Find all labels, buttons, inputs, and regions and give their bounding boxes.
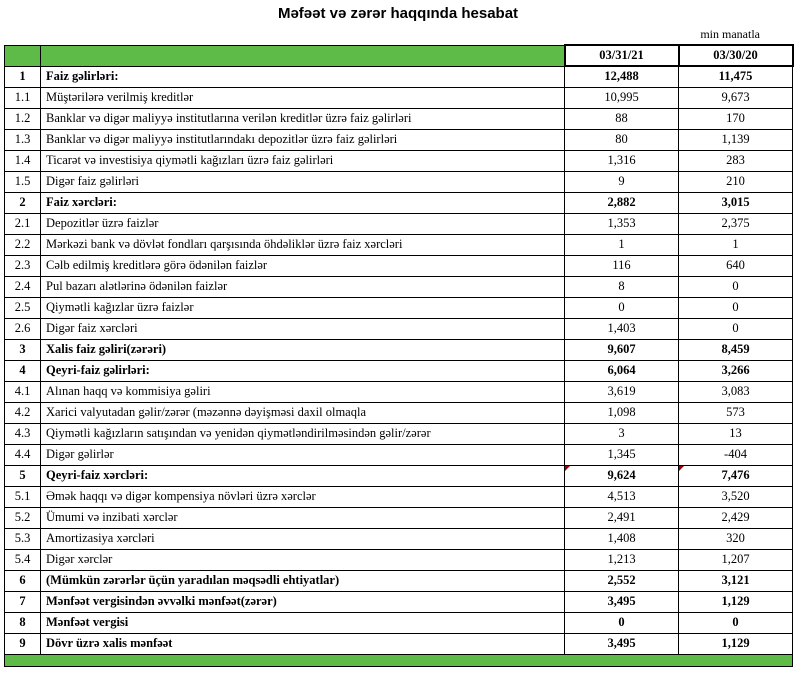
table-row [5, 612, 793, 633]
row-value-2: 1,129 [679, 591, 793, 612]
table-row [5, 108, 793, 129]
row-value-2: 320 [679, 528, 793, 549]
row-value-1: 12,488 [565, 66, 679, 87]
row-value-2: 3,266 [679, 360, 793, 381]
row-label: Pul bazarı alətlərinə ödənilən faizlər [41, 276, 565, 297]
table-row [5, 591, 793, 612]
row-num: 4.3 [5, 423, 41, 444]
row-value-2: 170 [679, 108, 793, 129]
row-value-2: 7,476 [679, 465, 793, 486]
row-value-2: 0 [679, 297, 793, 318]
row-label: Faiz gəlirləri: [41, 66, 565, 87]
table-row [5, 423, 793, 444]
row-label: Alınan haqq və kommisiya gəliri [41, 381, 565, 402]
row-label: Xalis faiz gəliri(zərəri) [41, 339, 565, 360]
table-row [5, 129, 793, 150]
row-value-2: 2,429 [679, 507, 793, 528]
row-num: 2.4 [5, 276, 41, 297]
table-header-row [5, 45, 793, 66]
row-num: 3 [5, 339, 41, 360]
row-value-2: -404 [679, 444, 793, 465]
row-label: Banklar və digər maliyyə institutlarına verilən kreditlər üzrə faiz gəlirləri [41, 108, 565, 129]
row-label: Digər xərclər [41, 549, 565, 570]
row-label: Ticarət və investisiya qiymətli kağızları üzrə faiz gəlirləri [41, 150, 565, 171]
table-row [5, 171, 793, 192]
row-num: 5.1 [5, 486, 41, 507]
table-row [5, 549, 793, 570]
table-row [5, 276, 793, 297]
row-num: 5.2 [5, 507, 41, 528]
row-num: 1.5 [5, 171, 41, 192]
table-row [5, 255, 793, 276]
row-value-2: 573 [679, 402, 793, 423]
column-header-date-2: 03/30/20 [679, 45, 793, 66]
table-row [5, 465, 793, 486]
row-num: 2.5 [5, 297, 41, 318]
row-value-2: 1,207 [679, 549, 793, 570]
row-label: Mərkəzi bank və dövlət fondları qarşısında öhdəliklər üzrə faiz xərcləri [41, 234, 565, 255]
row-value-1: 10,995 [565, 87, 679, 108]
row-label: (Mümkün zərərlər üçün yaradılan məqsədli ehtiyatlar) [41, 570, 565, 591]
row-value-2: 8,459 [679, 339, 793, 360]
table-row [5, 150, 793, 171]
table-row [5, 297, 793, 318]
row-value-1: 0 [565, 297, 679, 318]
row-value-1: 1 [565, 234, 679, 255]
table-row [5, 402, 793, 423]
row-label: Qiymətli kağızlar üzrə faizlər [41, 297, 565, 318]
profit-loss-table [4, 44, 794, 667]
row-value-1: 3 [565, 423, 679, 444]
row-value-2: 3,015 [679, 192, 793, 213]
table-row [5, 360, 793, 381]
row-label: Qiymətli kağızların satışından və yenidən qiymətləndirilməsindən gəlir/zərər [41, 423, 565, 444]
row-value-2: 210 [679, 171, 793, 192]
row-value-1: 1,408 [565, 528, 679, 549]
table-row [5, 339, 793, 360]
row-num: 2 [5, 192, 41, 213]
footer-green-bar [5, 654, 793, 666]
row-label: Depozitlər üzrə faizlər [41, 213, 565, 234]
row-label: Mənfəət vergisi [41, 612, 565, 633]
table-body [5, 66, 793, 654]
row-value-2: 0 [679, 276, 793, 297]
table-row [5, 66, 793, 87]
row-label: Mənfəət vergisindən əvvəlki mənfəət(zərər) [41, 591, 565, 612]
row-num: 1 [5, 66, 41, 87]
row-value-1: 8 [565, 276, 679, 297]
row-value-1: 1,316 [565, 150, 679, 171]
row-num: 1.2 [5, 108, 41, 129]
row-value-2: 11,475 [679, 66, 793, 87]
row-label: Qeyri-faiz xərcləri: [41, 465, 565, 486]
row-num: 5 [5, 465, 41, 486]
row-label: Digər gəlirlər [41, 444, 565, 465]
row-value-2: 1 [679, 234, 793, 255]
row-num: 2.6 [5, 318, 41, 339]
row-value-1: 1,403 [565, 318, 679, 339]
row-value-2: 13 [679, 423, 793, 444]
row-num: 4 [5, 360, 41, 381]
row-value-2: 640 [679, 255, 793, 276]
row-label: Xarici valyutadan gəlir/zərər (məzənnə dəyişməsi daxil olmaqla [41, 402, 565, 423]
row-value-1: 2,552 [565, 570, 679, 591]
table-footer-strip [5, 654, 793, 666]
row-value-2: 9,673 [679, 87, 793, 108]
row-num: 5.4 [5, 549, 41, 570]
row-value-1: 3,495 [565, 633, 679, 654]
row-num: 9 [5, 633, 41, 654]
row-value-2: 1,139 [679, 129, 793, 150]
table-row [5, 570, 793, 591]
table-row [5, 507, 793, 528]
page-title: Məfəət və zərər haqqında hesabat [277, 5, 519, 22]
row-value-1: 4,513 [565, 486, 679, 507]
row-label: Banklar və digər maliyyə institutlarındakı depozitlər üzrə faiz gəlirləri [41, 129, 565, 150]
row-num: 4.1 [5, 381, 41, 402]
row-value-1: 3,495 [565, 591, 679, 612]
row-value-1: 3,619 [565, 381, 679, 402]
row-num: 5.3 [5, 528, 41, 549]
table-row [5, 234, 793, 255]
row-num: 1.1 [5, 87, 41, 108]
row-value-1: 9 [565, 171, 679, 192]
row-label: Dövr üzrə xalis mənfəət [41, 633, 565, 654]
row-num: 4.4 [5, 444, 41, 465]
row-value-1: 1,098 [565, 402, 679, 423]
row-num: 2.3 [5, 255, 41, 276]
row-num: 4.2 [5, 402, 41, 423]
row-value-1: 1,213 [565, 549, 679, 570]
row-num: 2.1 [5, 213, 41, 234]
table-row [5, 192, 793, 213]
row-num: 1.3 [5, 129, 41, 150]
row-value-1: 1,345 [565, 444, 679, 465]
header-corner-cell [5, 45, 41, 66]
row-label: Müştərilərə verilmiş kreditlər [41, 87, 565, 108]
row-value-1: 0 [565, 612, 679, 633]
row-value-1: 2,882 [565, 192, 679, 213]
table-row [5, 528, 793, 549]
row-label: Qeyri-faiz gəlirləri: [41, 360, 565, 381]
table-row [5, 633, 793, 654]
table-row [5, 444, 793, 465]
table-row [5, 87, 793, 108]
row-label: Cəlb edilmiş kreditlərə görə ödənilən faizlər [41, 255, 565, 276]
row-value-2: 3,121 [679, 570, 793, 591]
unit-label: min manatla [700, 27, 760, 41]
row-value-2: 3,083 [679, 381, 793, 402]
row-num: 1.4 [5, 150, 41, 171]
row-label: Ümumi və inzibati xərclər [41, 507, 565, 528]
row-value-1: 9,624 [565, 465, 679, 486]
row-value-1: 2,491 [565, 507, 679, 528]
table-row [5, 486, 793, 507]
row-value-1: 6,064 [565, 360, 679, 381]
table-row [5, 213, 793, 234]
table-row [5, 318, 793, 339]
row-value-1: 116 [565, 255, 679, 276]
row-value-2: 283 [679, 150, 793, 171]
row-value-2: 3,520 [679, 486, 793, 507]
row-num: 2.2 [5, 234, 41, 255]
row-value-1: 9,607 [565, 339, 679, 360]
header-description-cell [41, 45, 565, 66]
row-value-2: 2,375 [679, 213, 793, 234]
row-value-1: 1,353 [565, 213, 679, 234]
row-value-1: 80 [565, 129, 679, 150]
row-num: 6 [5, 570, 41, 591]
row-value-2: 0 [679, 612, 793, 633]
row-label: Əmək haqqı və digər kompensiya növləri üzrə xərclər [41, 486, 565, 507]
row-label: Amortizasiya xərcləri [41, 528, 565, 549]
row-label: Digər faiz gəlirləri [41, 171, 565, 192]
row-value-2: 0 [679, 318, 793, 339]
row-num: 8 [5, 612, 41, 633]
column-header-date-1: 03/31/21 [565, 45, 679, 66]
row-num: 7 [5, 591, 41, 612]
row-label: Digər faiz xərcləri [41, 318, 565, 339]
row-value-1: 88 [565, 108, 679, 129]
row-value-2: 1,129 [679, 633, 793, 654]
row-label: Faiz xərcləri: [41, 192, 565, 213]
table-row [5, 381, 793, 402]
